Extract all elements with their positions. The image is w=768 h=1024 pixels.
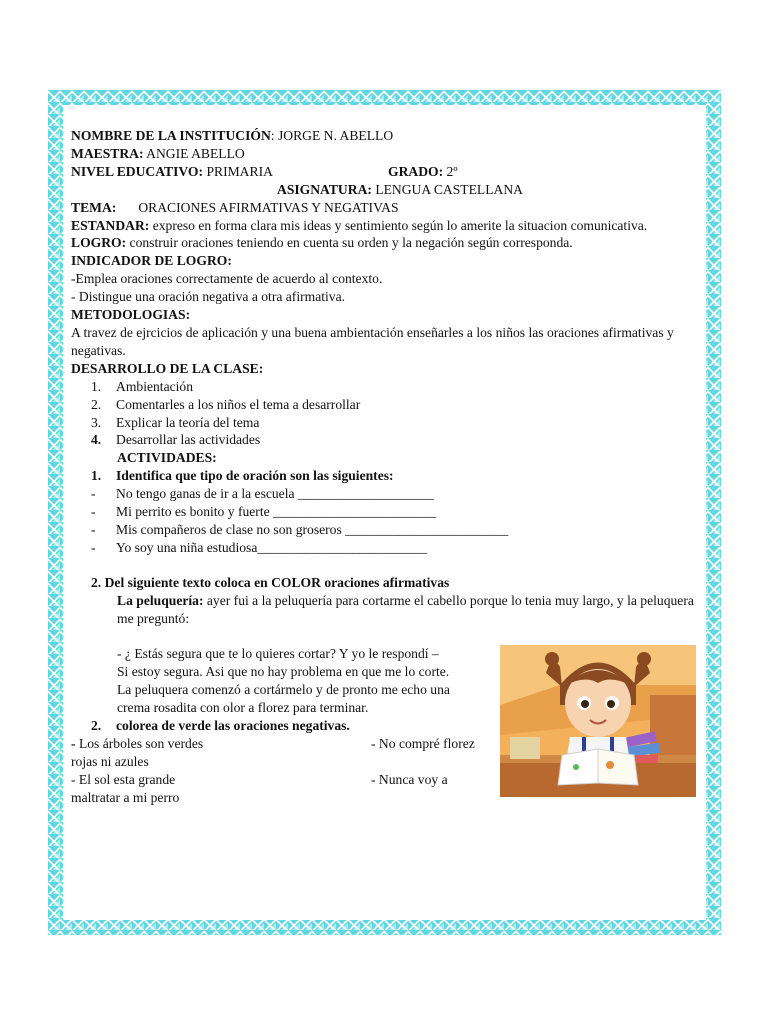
development-heading (71, 360, 701, 378)
achievement-label: LOGRO: (71, 235, 127, 251)
exercise-item: - Mi perrito es bonito y fuerte ________________________ (91, 504, 437, 520)
list-text: Ambientación (116, 378, 194, 394)
exercise-text: Mis compañeros de clase no son groseros ________________________ (116, 521, 509, 537)
list-number: 2. (91, 396, 102, 412)
grade-value: 2º (443, 163, 458, 179)
indicator-item: -Emplea oraciones correctamente de acuerdo al contexto. (71, 271, 383, 287)
grade-group (388, 163, 458, 181)
story-paragraph (71, 592, 701, 628)
achievement-line (71, 234, 701, 252)
exercise-item: - Mis compañeros de clase no son groseros ________________________ (91, 521, 509, 537)
sentence-text: Los árboles son verdes (78, 735, 204, 751)
standard-label: ESTANDAR: (71, 217, 150, 233)
question-1 (71, 467, 701, 485)
list-number: 4. (91, 432, 102, 448)
sentence-text: - El sol esta grande (71, 771, 176, 787)
dialog-line: Si estoy segura. Asi que no hay problema en que me lo corte. (117, 664, 450, 680)
development-title: DESARROLLO DE LA CLASE: (71, 360, 264, 376)
subject-value: LENGUA CASTELLANA (371, 181, 523, 197)
institution-label: NOMBRE DE LA INSTITUCIÓN (71, 128, 271, 143)
question-title: 2. Del siguiente texto coloca en COLOR oraciones afirmativas (91, 574, 450, 590)
question-title: colorea de verde las oraciones negativas. (116, 717, 350, 733)
subject-line (71, 181, 701, 199)
exercise-text: Mi perrito es bonito y fuerte ________________________ (116, 504, 437, 520)
sentence-text: rojas ni azules (71, 753, 149, 769)
question-number: 2. (91, 717, 102, 733)
story-title: La peluquería: (117, 592, 204, 608)
standard-value: expreso en forma clara mis ideas y sentimiento según lo amerite la situacion comunicativa. (149, 217, 648, 233)
dash-mark: - (71, 735, 79, 751)
activities-title: ACTIVIDADES: (117, 450, 217, 466)
sentence-text: maltratar a mi perro (71, 789, 180, 805)
question-2 (71, 574, 701, 592)
dialog-line: La peluquera comenzó a cortármelo y de pronto me echo una (117, 682, 450, 698)
topic-value: ORACIONES AFIRMATIVAS Y NEGATIVAS (138, 199, 399, 215)
story-text: ayer fui a la peluquería para cortarme el cabello porque lo tenia muy largo, y la peluquera me preguntó: (117, 592, 694, 626)
question-number: 1. (91, 468, 102, 484)
teacher-line (71, 145, 701, 163)
list-item (71, 414, 701, 432)
list-item (71, 396, 701, 414)
sentence-right-2: - Nunca voy a (371, 771, 448, 787)
exercise-text: Yo soy una niña estudiosa_________________________ (116, 539, 428, 555)
standard-line (71, 217, 701, 235)
grade-label: GRADO: (388, 163, 444, 179)
dialog-line: - ¿ Estás segura que te lo quieres cortar? Y yo le respondí – (117, 646, 439, 662)
level-label: NIVEL EDUCATIVO: (71, 163, 204, 179)
level-line (71, 163, 701, 181)
methodology-title: METODOLOGIAS: (71, 307, 191, 323)
level-value: PRIMARIA (203, 163, 273, 179)
exercise-text: No tengo ganas de ir a la escuela ____________________ (116, 486, 434, 502)
exercise-item: - Yo soy una niña estudiosa_________________________ (91, 539, 428, 555)
teacher-value: ANGIE ABELLO (143, 145, 245, 161)
sentence-left-2 (71, 771, 371, 807)
dialog-line: crema rosadita con olor a florez para terminar. (117, 700, 369, 716)
institution-line (71, 127, 701, 145)
list-text: Desarrollar las actividades (116, 432, 261, 448)
methodology-text: A travez de ejrcicios de aplicación y una buena ambientación enseñarles a los niños las oraciones afirmativas y negativas. (71, 324, 674, 358)
methodology-heading (71, 306, 701, 324)
indicator-title: INDICADOR DE LOGRO: (71, 253, 232, 269)
activities-heading (71, 449, 701, 467)
indicator-item: - Distingue una oración negativa a otra afirmativa. (71, 289, 346, 305)
indicator-heading (71, 252, 701, 270)
teacher-label: MAESTRA: (71, 145, 144, 161)
sentence-left-1 (71, 735, 371, 771)
girl-reading-illustration (500, 645, 696, 797)
question-title: Identifica que tipo de oración son las siguientes: (116, 468, 394, 484)
achievement-value: construir oraciones teniendo en cuenta su orden y la negación según corresponda. (126, 235, 573, 251)
list-item (71, 378, 701, 396)
topic-line (71, 199, 701, 217)
institution-value: : JORGE N. ABELLO (270, 128, 394, 143)
list-number: 1. (91, 378, 102, 394)
subject-label: ASIGNATURA: (277, 181, 372, 197)
topic-label: TEMA: (71, 199, 117, 215)
list-item (71, 431, 701, 449)
list-text: Explicar la teoría del tema (116, 414, 260, 430)
list-text: Comentarles a los niños el tema a desarrollar (116, 396, 361, 412)
exercise-item: - No tengo ganas de ir a la escuela ____________________ (91, 486, 434, 502)
sentence-right-1: - No compré florez (371, 735, 475, 751)
list-number: 3. (91, 414, 102, 430)
